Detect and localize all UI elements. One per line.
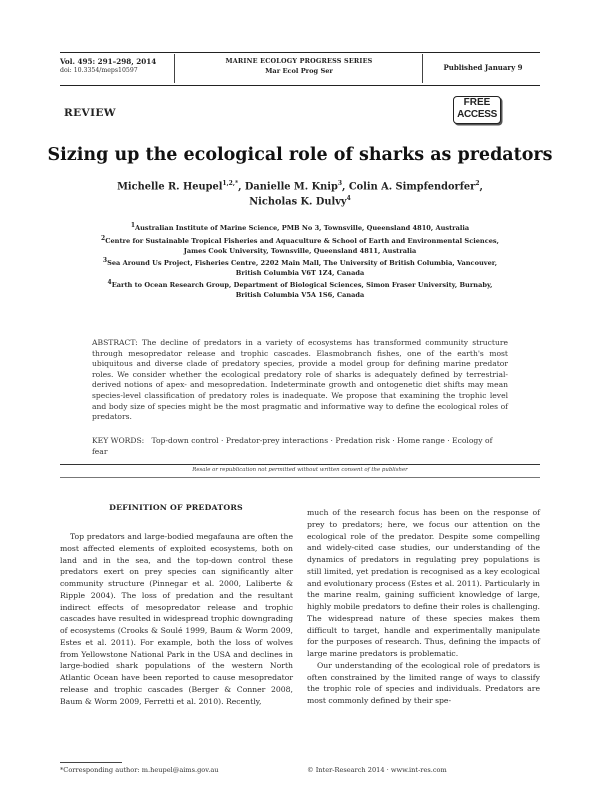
body-paragraph: much of the research focus has been on the response of prey to predators; here, we focus our attention on the ecological role of the predator. Despite some compelling and widely-cited case studies, our understanding of the dynamics of predators in regulating prey populations is still limited, yet predation is recognised as a key ecological and evolutionary process (Estes et al. 2011). Particularly in the marine realm, gaining sufficient knowledge of large, highly mobile predators to define their roles is challenging. The widespread nature of these species makes them difficult to target, handle and experimentally manipulate for the purposes of research. Thus, defining the impacts of large marine predators is problematic. bbox=[307, 508, 540, 658]
publication-date: Published January 9 bbox=[443, 63, 523, 72]
author-name: Nicholas K. Dulvy bbox=[249, 196, 347, 208]
volume-info: Vol. 495: 291–298, 2014 bbox=[60, 57, 157, 66]
body-paragraph: Our understanding of the ecological role of predators is often constrained by the limited range of ways to classify the trophic role of species and individuals. Predators are most commonly defined by their spe- bbox=[307, 660, 540, 705]
abstract bbox=[92, 338, 508, 423]
header-divider bbox=[174, 54, 175, 83]
badge-line-1: FREE bbox=[463, 97, 491, 108]
section-heading: DEFINITION OF PREDATORS bbox=[109, 503, 243, 512]
article-title: Sizing up the ecological role of sharks as predators bbox=[47, 145, 553, 165]
author-line-2 bbox=[40, 195, 560, 207]
affiliation-text: British Columbia V5A 1S6, Canada bbox=[235, 290, 365, 299]
resale-notice: Resale or republication not permitted without written consent of the publisher bbox=[192, 467, 408, 473]
affiliation-text: Centre for Sustainable Tropical Fisheries and Aquaculture & School of Earth and Environmental Sciences, bbox=[105, 237, 499, 246]
affiliation-4 bbox=[80, 278, 520, 300]
affiliation-number: 1 bbox=[130, 222, 135, 229]
affiliation-1 bbox=[80, 221, 520, 234]
author-name: Danielle M. Knip bbox=[244, 181, 338, 193]
author-affiliation-marker: 1,2,* bbox=[222, 180, 239, 187]
author-line-1 bbox=[40, 180, 560, 192]
affiliation-number: 4 bbox=[107, 279, 112, 286]
body-column-right bbox=[307, 507, 540, 707]
author-name: Colin A. Simpfendorfer bbox=[348, 181, 476, 193]
affiliation-text: Sea Around Us Project, Fisheries Centre, 2202 Main Mall, The University of British Columbia, Vancouver, bbox=[107, 259, 498, 268]
author-separator: , bbox=[479, 181, 483, 193]
badge-line-2: ACCESS bbox=[457, 109, 497, 120]
keywords bbox=[92, 436, 508, 457]
article-type-label: REVIEW bbox=[64, 107, 116, 119]
affiliation-text: British Columbia V6T 1Z4, Canada bbox=[235, 268, 365, 277]
affiliation-number: 3 bbox=[102, 257, 108, 264]
keywords-label: KEY WORDS: bbox=[92, 436, 145, 445]
affiliation-number: 2 bbox=[101, 235, 106, 242]
affiliation-text: James Cook University, Townsville, Queensland 4811, Australia bbox=[183, 246, 417, 255]
author-affiliation-marker: 4 bbox=[346, 195, 351, 202]
copyright-notice: © Inter-Research 2014 · www.int-res.com bbox=[307, 766, 447, 774]
affiliation-3 bbox=[80, 256, 520, 278]
header-rule-top bbox=[60, 52, 540, 53]
header-rule-bottom bbox=[60, 85, 540, 86]
footnote-rule bbox=[60, 762, 122, 763]
abstract-text: The decline of predators in a variety of ecosystems has transformed community structure through mesopredator release and trophic cascades. Elasmobranch fishes, one of the earth's most ubiquitous and diverse clade of predatory species, provide a model group for defining marine predator roles. We consider whether the ecological predatory role of sharks is adequately defined by terrestrial-derived notions of apex- and mesopredation. Indeterminate growth and ontogenetic diet shifts may mean species-level classification of predatory roles is inadequate. We propose that examining the trophic level and body size of species might be the most pragmatic and informative way to define the ecological roles of predators. bbox=[92, 338, 509, 422]
abstract-rule bbox=[60, 464, 540, 465]
journal-name: MARINE ECOLOGY PROGRESS SERIES bbox=[225, 57, 373, 65]
header-divider bbox=[422, 54, 423, 83]
body-paragraph: Top predators and large-bodied megafauna are often the most affected elements of exploited ecosystems, both on land and in the sea, and the top-down control these predators exert on prey species can significantly alter community structure (Pinnegar et al. 2000, Laliberte & Ripple 2004). The loss of predation and the resultant indirect effects of mesopredator release and trophic cascades have resulted in widespread trophic downgrading of ecosystems (Crooks & Soulé 1999, Baum & Worm 2009, Estes et al. 2011). For example, both the loss of wolves from Yellowstone National Park in the USA and declines in large-bodied shark populations of the western North Atlantic Ocean have been reported to cause mesopredator release and trophic cascades (Berger & Conner 2008, Baum & Worm 2009, Ferretti et al. 2010). Recently, bbox=[60, 532, 293, 706]
affiliation-text: Earth to Ocean Research Group, Department of Biological Sciences, Simon Fraser University, Burnaby, bbox=[111, 281, 493, 290]
author-name: Michelle R. Heupel bbox=[117, 181, 223, 193]
author-separator: , bbox=[238, 181, 245, 193]
author-affiliation-marker: 2 bbox=[475, 180, 480, 187]
body-column-left bbox=[60, 531, 293, 707]
abstract-label: ABSTRACT: bbox=[92, 338, 138, 347]
affiliation-text: Australian Institute of Marine Science, PMB No 3, Townsville, Queensland 4810, Australia bbox=[135, 224, 470, 233]
author-separator: , bbox=[342, 181, 349, 193]
corresponding-author-note: *Corresponding author: m.heupel@aims.gov.au bbox=[60, 766, 219, 774]
free-access-badge bbox=[453, 96, 501, 124]
journal-abbreviation: Mar Ecol Prog Ser bbox=[265, 67, 333, 75]
doi-link[interactable]: doi: 10.3354/meps10597 bbox=[60, 67, 138, 74]
body-rule bbox=[60, 477, 540, 478]
keywords-text: Top-down control · Predator-prey interactions · Predation risk · Home range · Ecology of fear bbox=[92, 436, 493, 456]
author-affiliation-marker: 3 bbox=[337, 180, 342, 187]
affiliation-2 bbox=[80, 234, 520, 256]
